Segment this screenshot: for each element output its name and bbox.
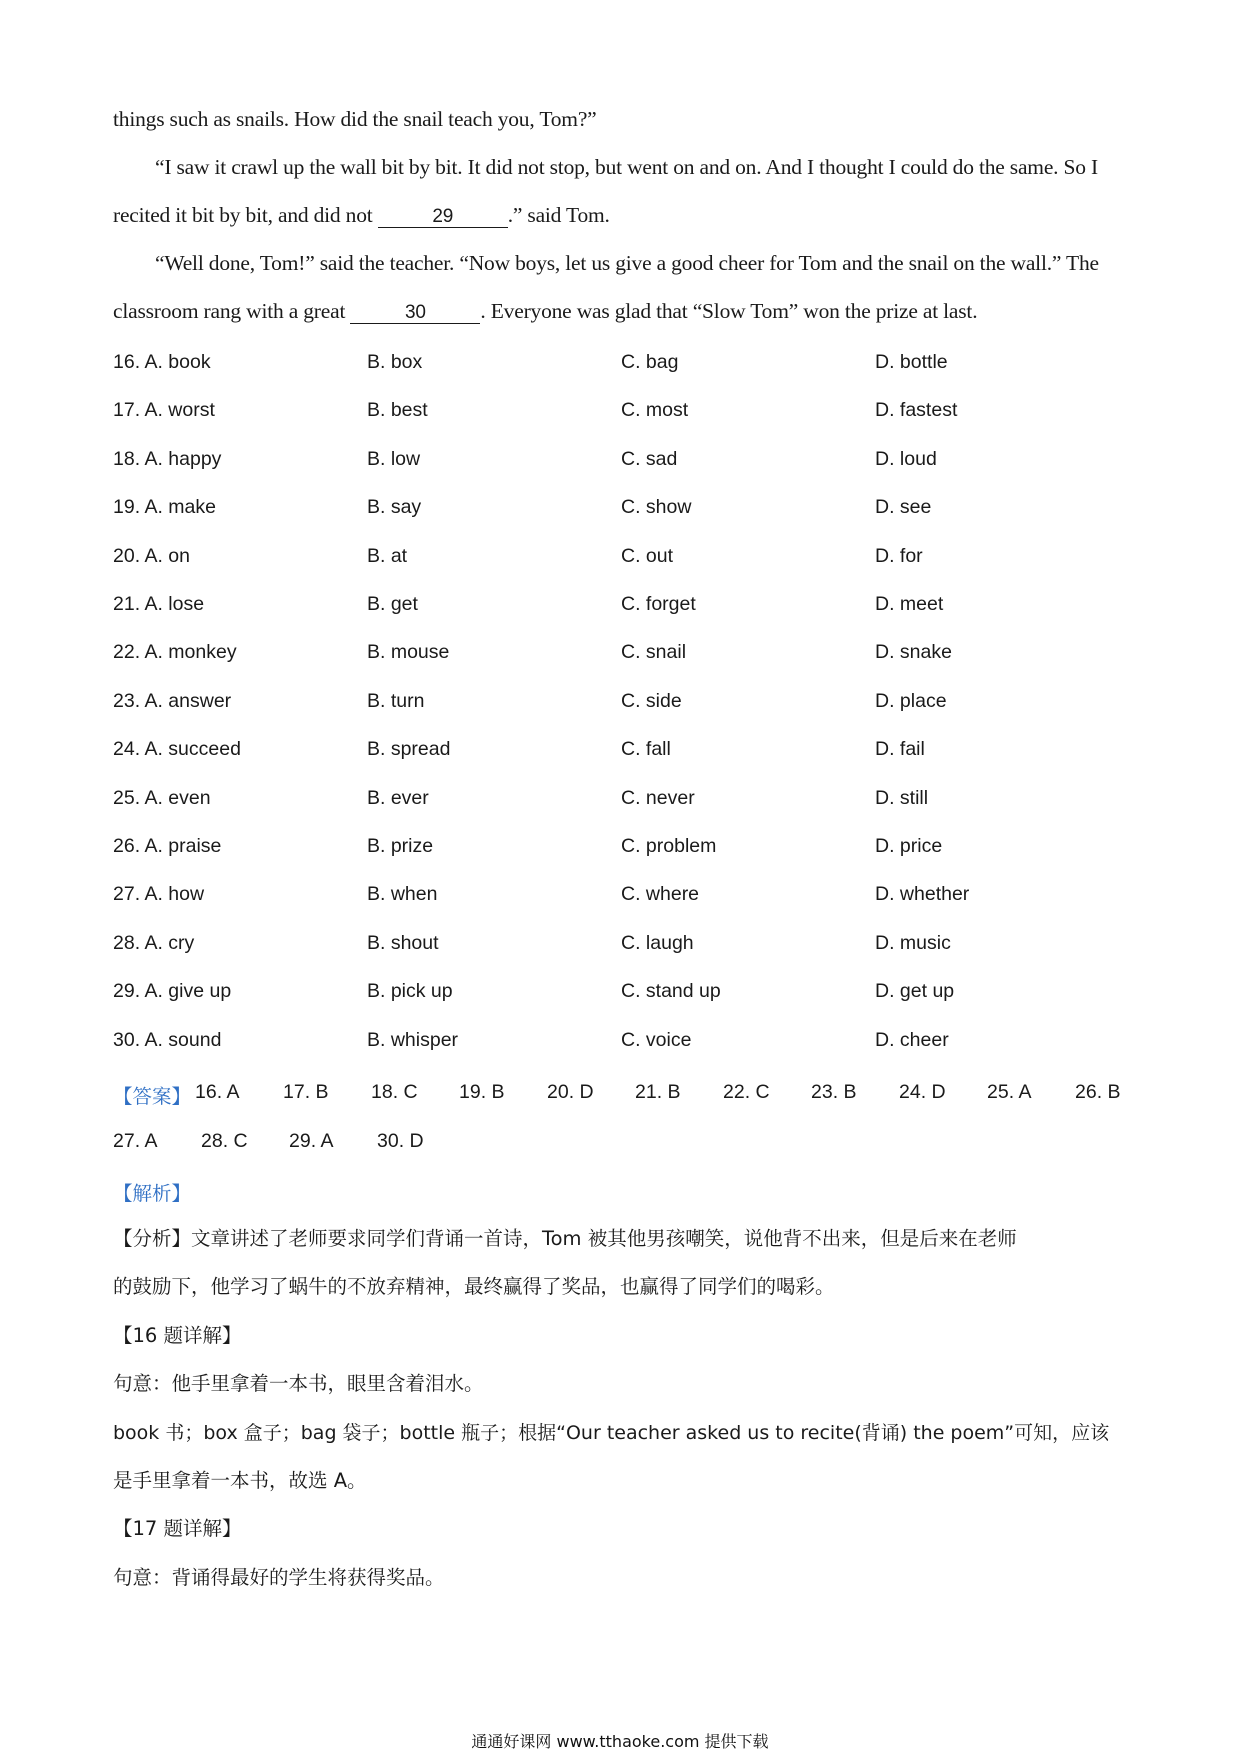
answer-item: 18. C [371, 1081, 418, 1103]
passage-line [113, 203, 1133, 228]
option-text: 21. A. lose [113, 593, 205, 615]
answer-item: 20. D [547, 1081, 594, 1103]
q16-line: book 书；box 盒子；bag 袋子；bottle 瓶子；根据“Our teacher asked us to recite(背诵) the poem”可知，应该 [113, 1422, 1110, 1444]
option-text: 17. A. worst [113, 399, 215, 422]
q16-line: 句意：他手里拿着一本书，眼里含着泪水。 [113, 1372, 484, 1395]
option-text: B. pick up [367, 980, 453, 1003]
option-text: D. bottle [875, 351, 948, 373]
option-text: 24. A. succeed [113, 738, 241, 761]
answer-item: 19. B [459, 1081, 505, 1103]
option-row [113, 448, 1133, 474]
passage-line: “Well done, Tom!” said the teacher. “Now boys, let us give a good cheer for Tom and the snail on the wall.” The [155, 251, 1099, 275]
option-text: C. bag [621, 351, 679, 373]
answer-blank-30: 30 [350, 303, 480, 324]
option-text: 23. A. answer [113, 689, 232, 712]
option-text: 27. A. how [113, 883, 205, 906]
q17-title: 【17 题详解】 [113, 1517, 242, 1540]
option-text: D. price [875, 835, 943, 857]
option-row [113, 545, 1133, 571]
option-text: C. stand up [621, 980, 721, 1003]
option-row [113, 593, 1133, 619]
option-text: D. loud [875, 447, 937, 470]
option-text: D. whether [875, 883, 970, 906]
answer-label: 【答案】 [113, 1086, 192, 1108]
option-text: C. voice [621, 1028, 692, 1051]
answer-item: 17. B [283, 1081, 329, 1103]
option-row [113, 1029, 1133, 1055]
option-text: B. ever [367, 786, 429, 809]
option-text: 16. A. book [113, 351, 211, 373]
option-text: 29. A. give up [113, 980, 232, 1003]
option-row [113, 496, 1133, 522]
option-row [113, 787, 1133, 813]
page-footer: 通通好课网 www.tthaoke.com 提供下载 [471, 1732, 769, 1751]
q17-line: 句意：背诵得最好的学生将获得奖品。 [113, 1566, 445, 1589]
option-text: D. cheer [875, 1028, 949, 1051]
answer-item: 22. C [723, 1081, 770, 1103]
option-text: 25. A. even [113, 786, 211, 809]
option-row [113, 932, 1133, 958]
option-text: B. best [367, 399, 428, 422]
option-text: C. problem [621, 835, 717, 857]
answer-item: 16. A [195, 1081, 240, 1103]
option-text: B. when [367, 883, 438, 906]
analysis-label: 【解析】 [113, 1183, 192, 1205]
option-text: D. snake [875, 641, 952, 664]
option-text: C. sad [621, 447, 678, 470]
option-text: C. side [621, 689, 682, 712]
q16-line: 是手里拿着一本书，故选 A。 [113, 1469, 367, 1492]
option-row [113, 738, 1133, 764]
option-text: 22. A. monkey [113, 641, 237, 664]
option-text: B. get [367, 593, 418, 615]
passage-text: . Everyone was glad that “Slow Tom” won the prize at last. [480, 299, 978, 323]
option-text: C. forget [621, 593, 696, 615]
option-text: 30. A. sound [113, 1028, 222, 1051]
option-text: B. at [367, 544, 408, 567]
option-text: C. laugh [621, 931, 694, 954]
answer-item: 27. A [113, 1130, 158, 1152]
answer-item: 26. B [1075, 1081, 1121, 1103]
option-text: C. show [621, 496, 692, 519]
option-text: B. say [367, 496, 422, 519]
option-text: C. out [621, 544, 674, 567]
passage-line: “I saw it crawl up the wall bit by bit. It did not stop, but went on and on. And I thought I could do the same. So I [155, 155, 1098, 179]
option-text: B. turn [367, 689, 425, 712]
option-text: 28. A. cry [113, 931, 195, 954]
option-text: B. prize [367, 835, 434, 857]
option-text: C. where [621, 883, 700, 906]
option-text: D. meet [875, 593, 944, 615]
option-text: D. for [875, 544, 923, 567]
option-row [113, 351, 1133, 377]
option-text: 19. A. make [113, 496, 216, 519]
answer-item: 23. B [811, 1081, 857, 1103]
option-text: D. fail [875, 738, 925, 761]
q16-title: 【16 题详解】 [113, 1324, 242, 1347]
option-text: D. still [875, 786, 929, 809]
answer-item: 30. D [377, 1130, 424, 1152]
answer-item: 21. B [635, 1081, 681, 1103]
option-text: C. fall [621, 738, 671, 761]
option-row [113, 399, 1133, 425]
option-text: B. box [367, 351, 423, 373]
answer-item: 28. C [201, 1130, 248, 1152]
answer-item: 25. A [987, 1081, 1032, 1103]
option-text: C. never [621, 786, 695, 809]
analysis-line: 的鼓励下，他学习了蜗牛的不放弃精神，最终赢得了奖品，也赢得了同学们的喝彩。 [113, 1275, 835, 1298]
option-text: B. low [367, 447, 421, 470]
option-text: B. whisper [367, 1028, 459, 1051]
option-row [113, 883, 1133, 909]
answer-blank-29: 29 [378, 207, 508, 228]
option-text: D. see [875, 496, 932, 519]
option-text: B. mouse [367, 641, 450, 664]
option-row [113, 835, 1133, 861]
option-text: C. snail [621, 641, 687, 664]
option-text: D. get up [875, 980, 955, 1003]
option-text: D. fastest [875, 399, 958, 422]
answer-item: 24. D [899, 1081, 946, 1103]
option-row [113, 641, 1133, 667]
option-text: 20. A. on [113, 544, 190, 567]
passage-text: classroom rang with a great [113, 299, 351, 323]
option-text: 18. A. happy [113, 447, 222, 470]
option-text: C. most [621, 399, 689, 422]
option-row [113, 980, 1133, 1006]
option-text: D. music [875, 931, 951, 954]
option-text: 26. A. praise [113, 835, 222, 857]
passage-text: recited it bit by bit, and did not [113, 203, 378, 227]
option-text: B. spread [367, 738, 451, 761]
option-row [113, 690, 1133, 716]
passage-line: things such as snails. How did the snail teach you, Tom?” [113, 107, 597, 131]
analysis-line: 【分析】文章讲述了老师要求同学们背诵一首诗，Tom 被其他男孩嘲笑，说他背不出来，但是后来在老师 [113, 1227, 1017, 1250]
option-text: B. shout [367, 931, 439, 954]
passage-line [113, 299, 1133, 324]
answer-item: 29. A [289, 1130, 334, 1152]
option-text: D. place [875, 689, 947, 712]
passage-text: .” said Tom. [507, 203, 610, 227]
